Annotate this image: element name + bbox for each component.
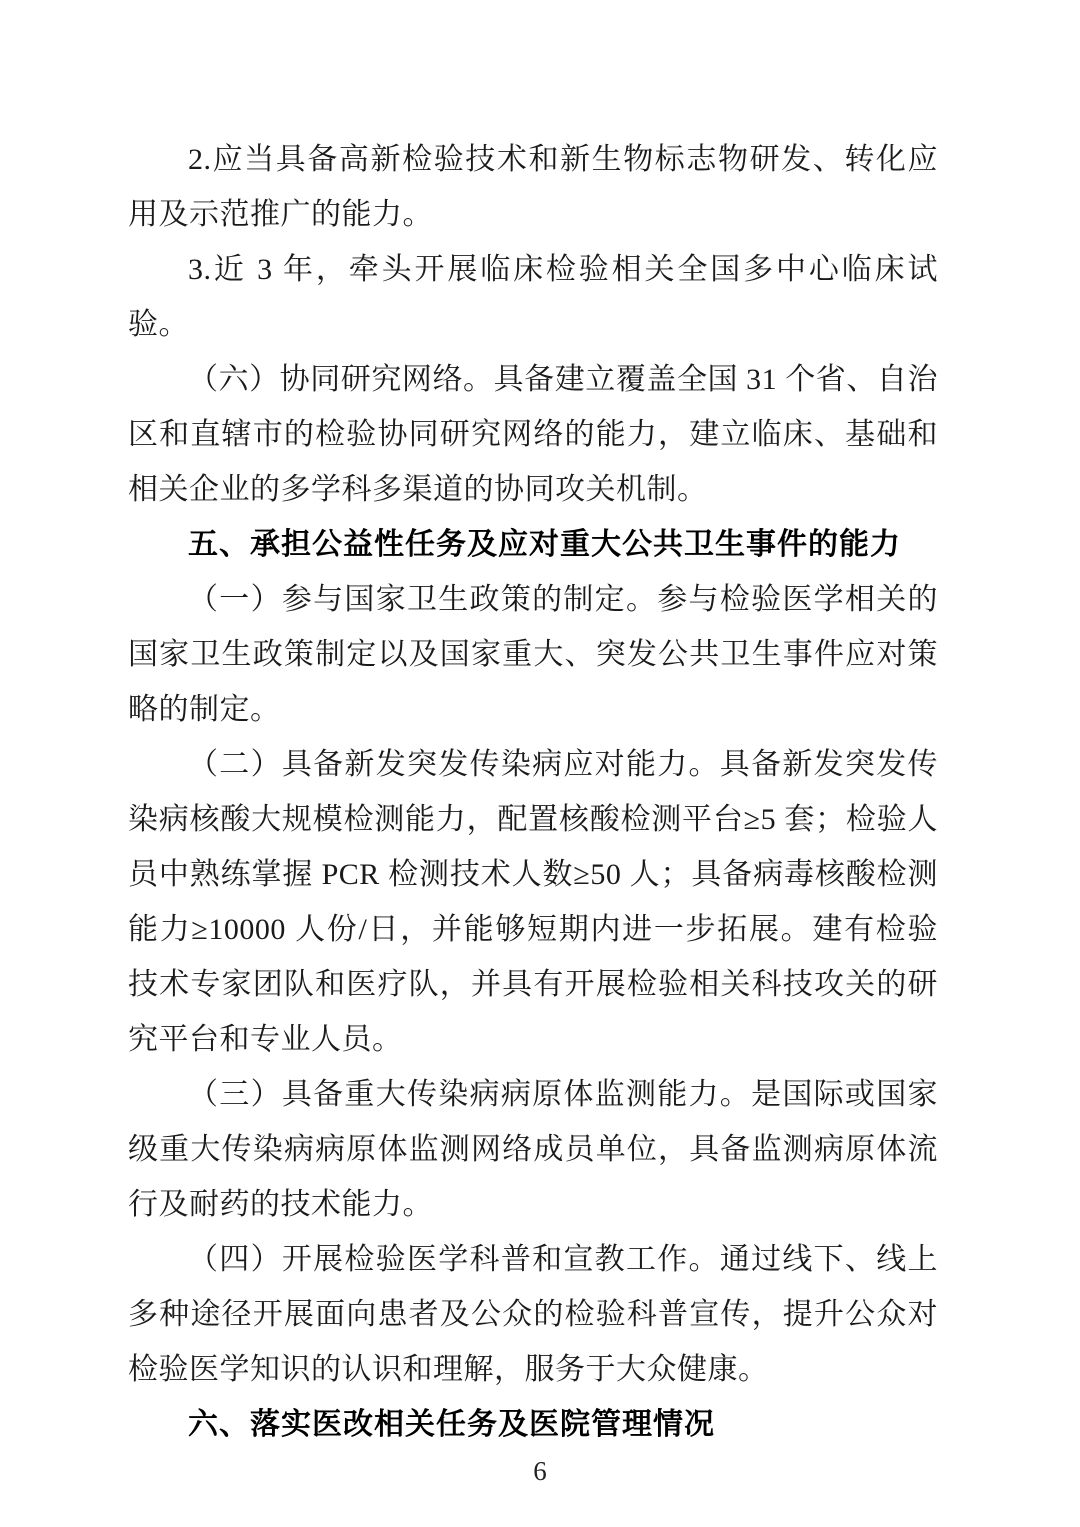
paragraph: 2.应当具备高新检验技术和新生物标志物研发、转化应用及示范推广的能力。 bbox=[128, 143, 938, 231]
paragraph: （二）具备新发突发传染病应对能力。具备新发突发传染病核酸大规模检测能力，配置核酸检测平台≥5 套；检验人员中熟练掌握 PCR 检测技术人数≥50 人；具备病毒核酸检测能力≥10000 人份/日，并能够短期内进一步拓展。建有检验技术专家团队和医疗队，并具有开展检验相关科技攻关的研究平台和专业人员。 bbox=[128, 748, 938, 1056]
page-footer bbox=[0, 1455, 1080, 1487]
paragraph: （一）参与国家卫生政策的制定。参与检验医学相关的国家卫生政策制定以及国家重大、突发公共卫生事件应对策略的制定。 bbox=[128, 583, 938, 726]
page-number: 6 bbox=[533, 1456, 547, 1486]
section-heading: 五、承担公益性任务及应对重大公共卫生事件的能力 bbox=[188, 528, 901, 561]
paragraph: （三）具备重大传染病病原体监测能力。是国际或国家级重大传染病病原体监测网络成员单位，具备监测病原体流行及耐药的技术能力。 bbox=[128, 1078, 938, 1221]
document-body bbox=[128, 132, 938, 1452]
section-heading: 六、落实医改相关任务及医院管理情况 bbox=[188, 1408, 715, 1441]
paragraph: （四）开展检验医学科普和宣教工作。通过线下、线上多种途径开展面向患者及公众的检验科普宣传，提升公众对检验医学知识的认识和理解，服务于大众健康。 bbox=[128, 1243, 938, 1386]
paragraph: 3.近 3 年，牵头开展临床检验相关全国多中心临床试验。 bbox=[128, 253, 938, 341]
paragraph: （六）协同研究网络。具备建立覆盖全国 31 个省、自治区和直辖市的检验协同研究网络的能力，建立临床、基础和相关企业的多学科多渠道的协同攻关机制。 bbox=[128, 363, 938, 506]
